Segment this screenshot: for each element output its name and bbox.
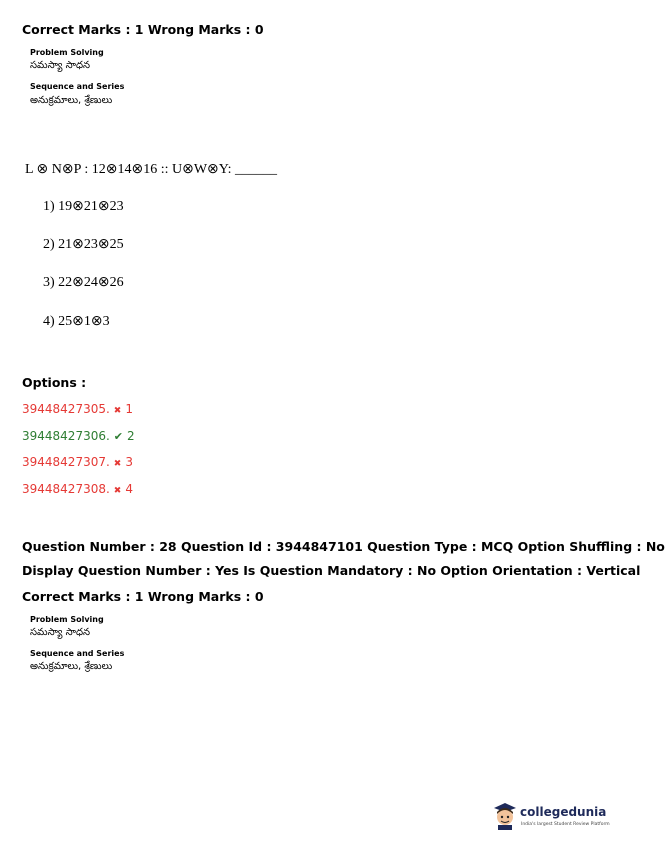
cross-icon: ✖ — [113, 459, 122, 469]
option-id: 39448427308. — [22, 482, 110, 496]
option-id: 39448427306. — [22, 429, 110, 443]
topic-en-2: Sequence and Series — [30, 649, 125, 658]
subject-te-2: సమస్యా సాధన — [30, 627, 91, 638]
option-row — [22, 455, 133, 469]
subject-te: సమస్యా సాధన — [30, 60, 91, 71]
question-meta-line2: Display Question Number : Yes Is Question Mandatory : No Option Orientation : Vertical — [22, 563, 641, 578]
option-id: 39448427307. — [22, 455, 110, 469]
cross-icon: ✖ — [113, 406, 122, 416]
subject-en-2: Problem Solving — [30, 615, 104, 624]
option-label: 3 — [125, 455, 133, 469]
logo-name: collegedunia — [520, 805, 607, 819]
option-label: 1 — [125, 402, 133, 416]
marks-info-2: Correct Marks : 1 Wrong Marks : 0 — [22, 589, 264, 604]
logo-tagline: India's largest Student Review Platform — [521, 822, 610, 827]
option-label: 4 — [125, 482, 133, 496]
question-meta-line1: Question Number : 28 Question Id : 3944847101 Question Type : MCQ Option Shuffling : No — [22, 539, 665, 554]
option-row — [22, 482, 133, 496]
topic-te-2: అనుక్రమాలు, శ్రేణులు — [30, 661, 113, 672]
marks-info: Correct Marks : 1 Wrong Marks : 0 — [22, 22, 264, 37]
topic-te: అనుక్రమాలు, శ్రేణులు — [30, 95, 113, 106]
collegedunia-logo-icon — [492, 800, 518, 830]
question-text: L ⊗ N⊗P : 12⊗14⊗16 :: U⊗W⊗Y: ______ — [25, 162, 277, 177]
topic-en: Sequence and Series — [30, 82, 125, 91]
cross-icon: ✖ — [113, 486, 122, 496]
option-row — [22, 402, 133, 416]
choice-3: 3) 22⊗24⊗26 — [43, 275, 124, 290]
option-id: 39448427305. — [22, 402, 110, 416]
choice-4: 4) 25⊗1⊗3 — [43, 314, 110, 329]
option-label: 2 — [127, 429, 135, 443]
choice-1: 1) 19⊗21⊗23 — [43, 199, 124, 214]
subject-en: Problem Solving — [30, 48, 104, 57]
check-icon: ✔ — [113, 430, 124, 443]
option-row — [22, 429, 135, 443]
options-heading: Options : — [22, 375, 87, 390]
choice-2: 2) 21⊗23⊗25 — [43, 237, 124, 252]
